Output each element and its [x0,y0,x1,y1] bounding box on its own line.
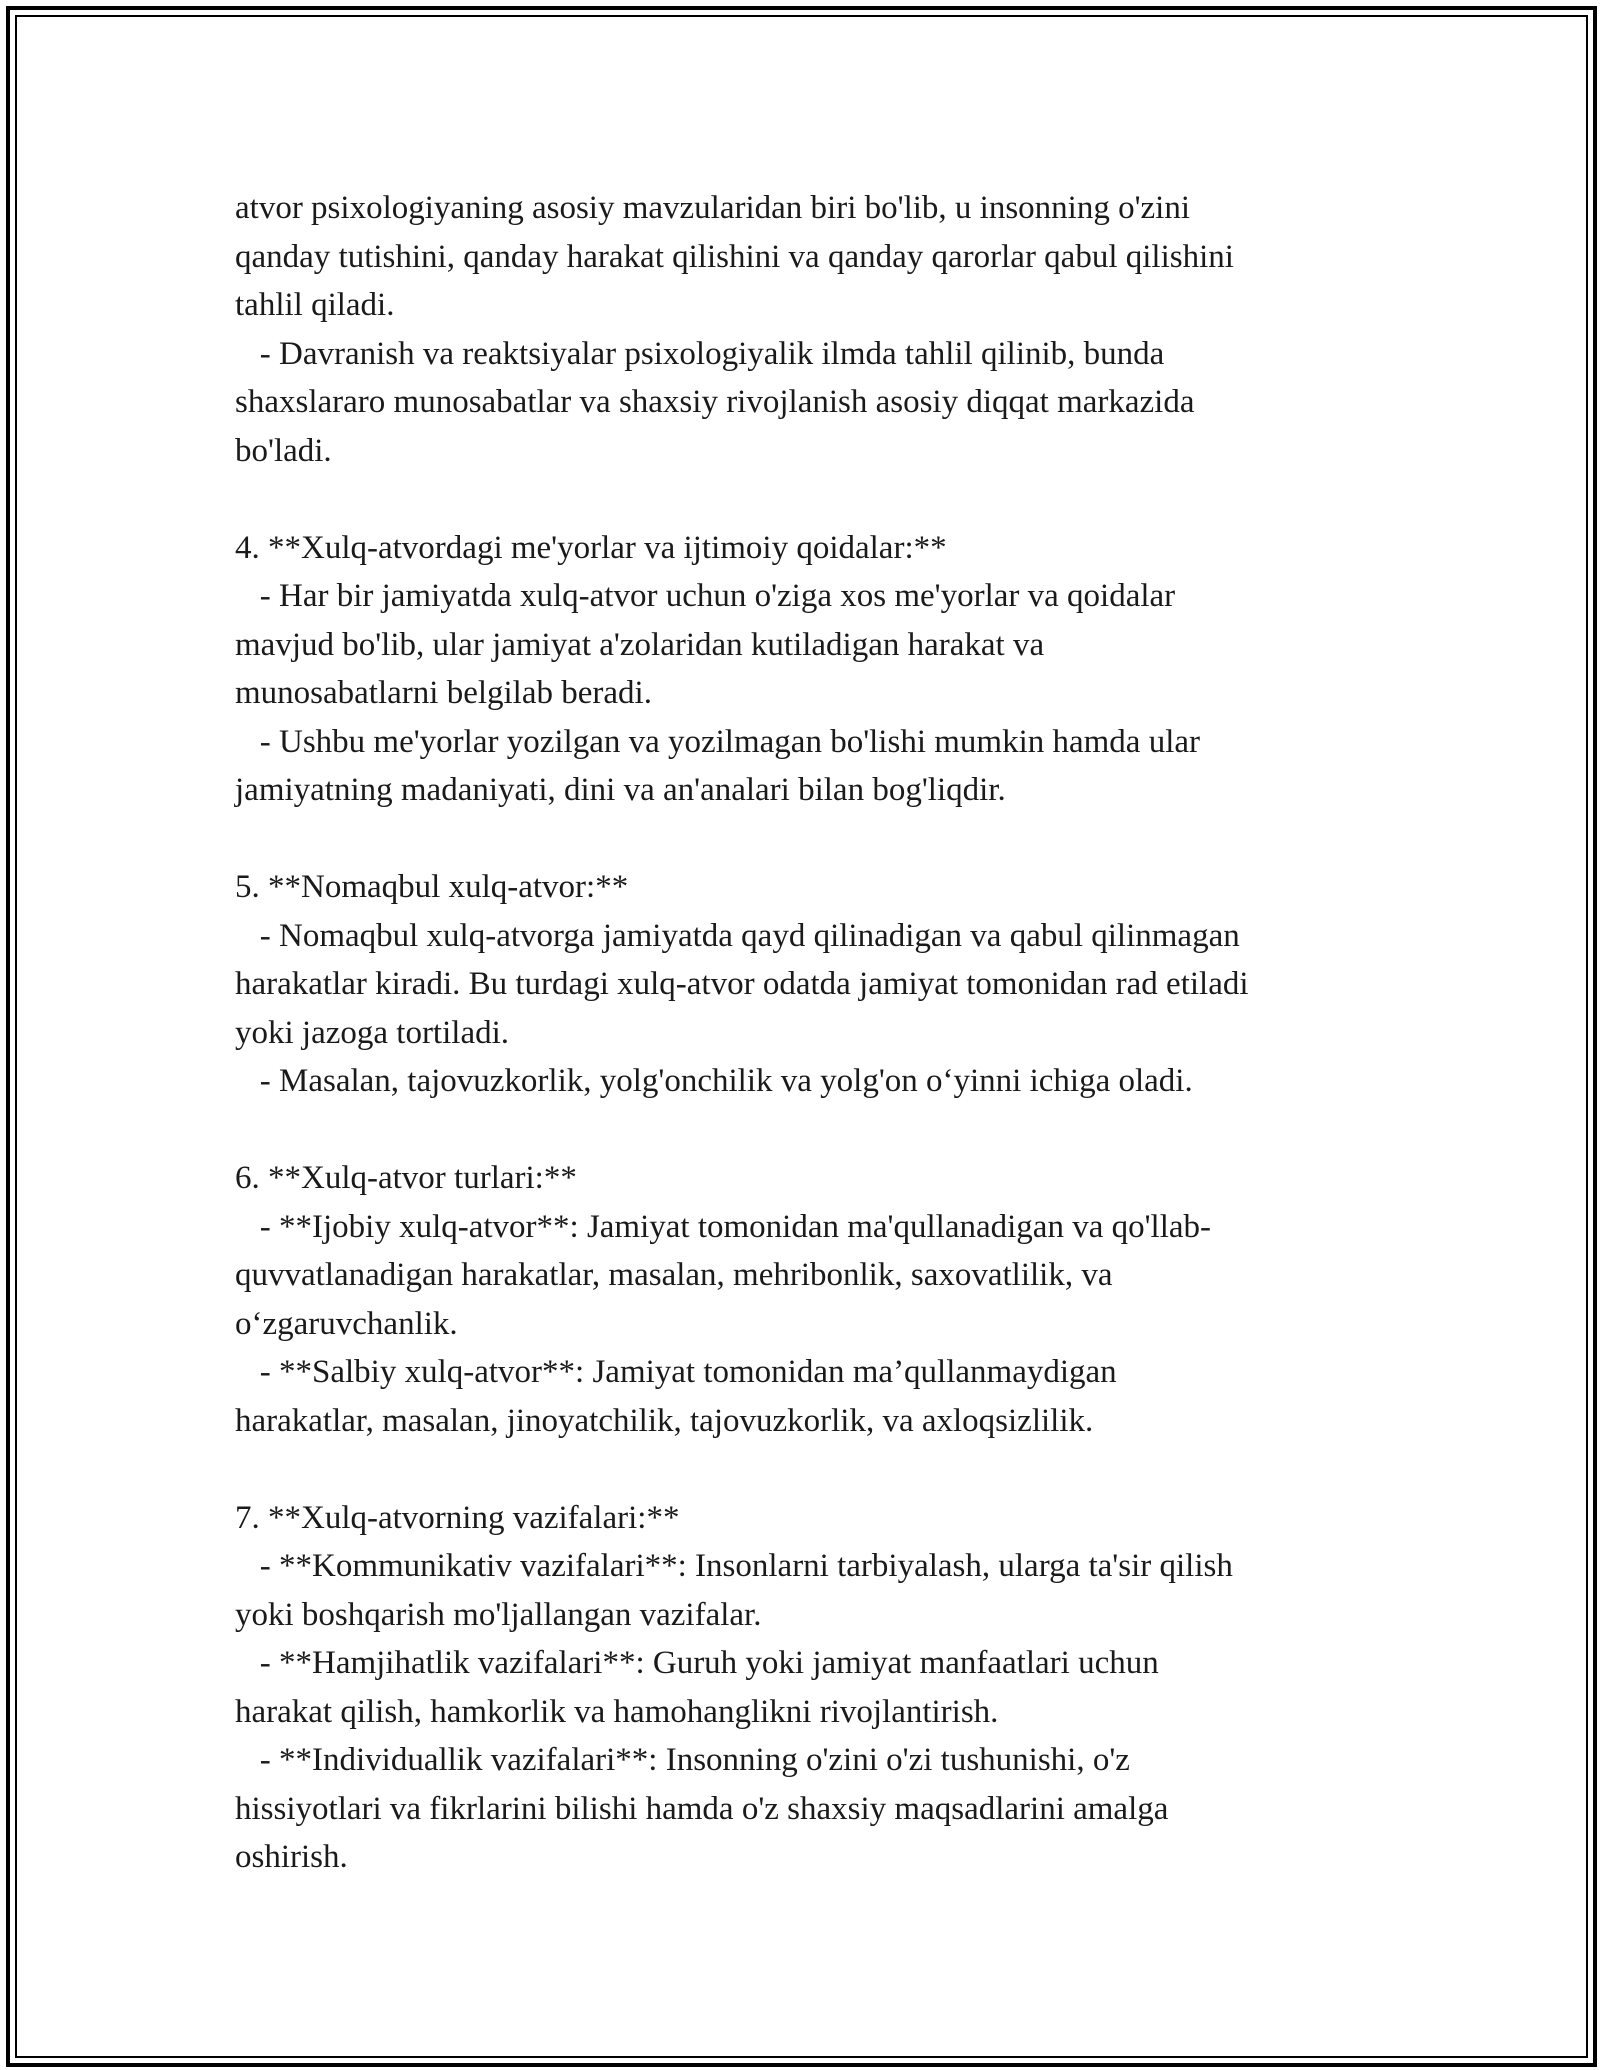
text-line: atvor psixologiyaning asosiy mavzularidan biri bo'lib, u insonning o'zini [235,190,1191,226]
document-body [235,184,1395,1882]
section-heading: 5. **Nomaqbul xulq-atvor:** [235,869,629,905]
blank-line [235,1445,1395,1494]
text-line: harakat qilish, hamkorlik va hamohanglikni rivojlantirish. [235,1693,999,1730]
section-heading: 4. **Xulq-atvordagi me'yorlar va ijtimoiy qoidalar:** [235,529,947,566]
text-line: yoki boshqarish mo'ljallangan vazifalar. [235,1596,762,1633]
text-line: harakatlar kiradi. Bu turdagi xulq-atvor odatda jamiyat tomonidan rad etiladi [235,966,1249,1002]
text-line: - **Salbiy xulq-atvor**: Jamiyat tomonidan ma’qullanmaydigan [235,1354,1117,1390]
text-line: - **Kommunikativ vazifalari**: Insonlarni tarbiyalash, ularga ta'sir qilish [235,1548,1233,1584]
text-line: - Masalan, tajovuzkorlik, yolg'onchilik va yolg'on o‘yinni ichiga oladi. [235,1063,1193,1099]
blank-line [235,475,1395,524]
text-line: - **Individuallik vazifalari**: Insonning o'zini o'zi tushunishi, o'z [235,1742,1130,1778]
section-heading: 7. **Xulq-atvorning vazifalari:** [235,1499,680,1536]
text-line: bo'ladi. [235,432,332,469]
blank-line [235,1106,1395,1155]
text-line: - Ushbu me'yorlar yozilgan va yozilmagan bo'lishi mumkin hamda ular [235,723,1201,760]
text-line: - **Ijobiy xulq-atvor**: Jamiyat tomonidan ma'qullanadigan va qo'llab- [235,1208,1212,1245]
text-line: jamiyatning madaniyati, dini va an'analari bilan bog'liqdir. [235,772,1006,808]
text-line: o‘zgaruvchanlik. [235,1305,458,1342]
blank-line [235,815,1395,864]
text-line: - Har bir jamiyatda xulq-atvor uchun o'ziga xos me'yorlar va qoidalar [235,578,1176,614]
text-line: - **Hamjihatlik vazifalari**: Guruh yoki jamiyat manfaatlari uchun [235,1645,1159,1681]
section-heading: 6. **Xulq-atvor turlari:** [235,1160,577,1196]
text-line: harakatlar, masalan, jinoyatchilik, tajovuzkorlik, va axloqsizlilik. [235,1402,1094,1439]
text-line: oshirish. [235,1839,348,1875]
text-line: quvvatlanadigan harakatlar, masalan, mehribonlik, saxovatlilik, va [235,1257,1113,1293]
text-line: mavjud bo'lib, ular jamiyat a'zolaridan kutiladigan harakat va [235,626,1045,663]
text-line: qanday tutishini, qanday harakat qilishini va qanday qarorlar qabul qilishini [235,238,1234,275]
text-line: yoki jazoga tortiladi. [235,1014,510,1051]
text-line: hissiyotlari va fikrlarini bilishi hamda o'z shaxsiy maqsadlarini amalga [235,1790,1169,1827]
text-line: - Nomaqbul xulq-atvorga jamiyatda qayd qilinadigan va qabul qilinmagan [235,917,1240,954]
text-line: shaxslararo munosabatlar va shaxsiy rivojlanish asosiy diqqat markazida [235,384,1195,420]
text-line: - Davranish va reaktsiyalar psixologiyalik ilmda tahlil qilinib, bunda [235,335,1165,372]
text-line: munosabatlarni belgilab beradi. [235,675,652,711]
text-line: tahlil qiladi. [235,287,395,323]
